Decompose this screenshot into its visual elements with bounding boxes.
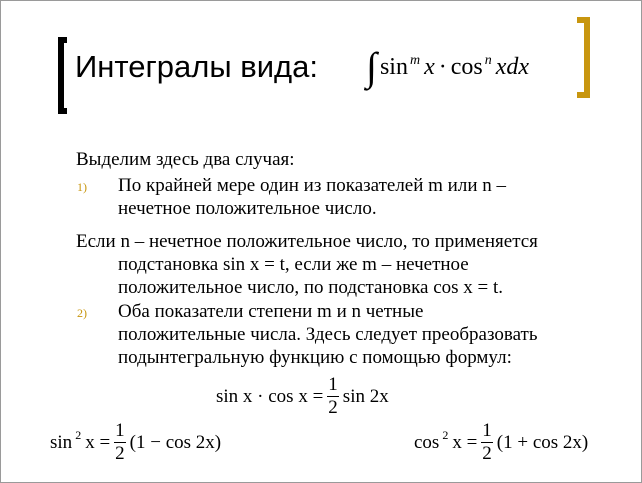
formula-cos2-fn: cos [414,431,440,453]
title-formula [366,45,529,93]
formula-sin-cos-product [216,375,389,418]
title-formula-sin: sin [379,54,408,80]
list-item-1-line-2: нечетное положительное число. [118,198,377,219]
fraction-denominator: 2 [482,443,492,464]
substitution-paragraph [76,230,538,299]
title-formula-x: x [424,54,435,80]
formula-sin-squared [50,421,221,464]
formula-cos2-mid: x = [452,431,478,453]
right-bracket-decoration [577,17,590,98]
slide-title: Интегралы вида: [75,49,318,84]
formula-cos2-rhs: (1 + cos 2x) [496,431,589,453]
list-item-2-line-3: подынтегральную функцию с помощью формул: [118,347,512,368]
formula-sin2-fn: sin [50,431,73,453]
title-formula-exponent-n: n [484,53,492,68]
formula-main-lhs: sin x · cos x = [216,385,324,407]
list-item-2-line-1: Оба показатели степени m и n четные [118,301,424,322]
list-item-1 [118,174,506,220]
fraction-denominator: 2 [328,397,338,418]
list-item-2 [118,300,537,369]
formula-cos2-exponent: 2 [442,427,449,442]
fraction-denominator: 2 [115,443,125,464]
fraction-numerator: 1 [328,374,338,395]
title-formula-xdx: xdx [495,54,530,80]
integral-sign: ∫ [366,44,377,89]
formula-sin2-mid: x = [85,431,111,453]
list-marker-1: 1) [77,180,87,194]
list-item-1-line-1: По крайней мере один из показателей m или n – [118,175,506,196]
left-bracket-decoration [58,37,67,114]
intro-text: Выделим здесь два случая: [76,149,295,170]
list-marker-2: 2) [77,306,87,320]
formula-cos-squared [414,421,588,464]
fraction-one-half [481,421,493,464]
title-formula-exponent-m: m [409,53,421,68]
paragraph-line-1: Если n – нечетное положительное число, то применяется [76,231,538,252]
fraction-numerator: 1 [115,420,125,441]
list-item-2-line-2: положительные числа. Здесь следует преобразовать [118,324,538,345]
fraction-one-half [114,421,126,464]
formula-main-rhs: sin 2x [342,385,389,407]
formula-sin2-exponent: 2 [75,427,82,442]
paragraph-line-3: положительное число, по подстановка cos x = t. [118,277,504,298]
formula-sin2-rhs: (1 − cos 2x) [129,431,222,453]
fraction-one-half [327,375,339,418]
title-formula-cos: cos [450,54,483,80]
title-formula-dot: · [438,54,447,80]
fraction-numerator: 1 [482,420,492,441]
paragraph-line-2: подстановка sin x = t, если же m – нечетное [118,254,469,275]
